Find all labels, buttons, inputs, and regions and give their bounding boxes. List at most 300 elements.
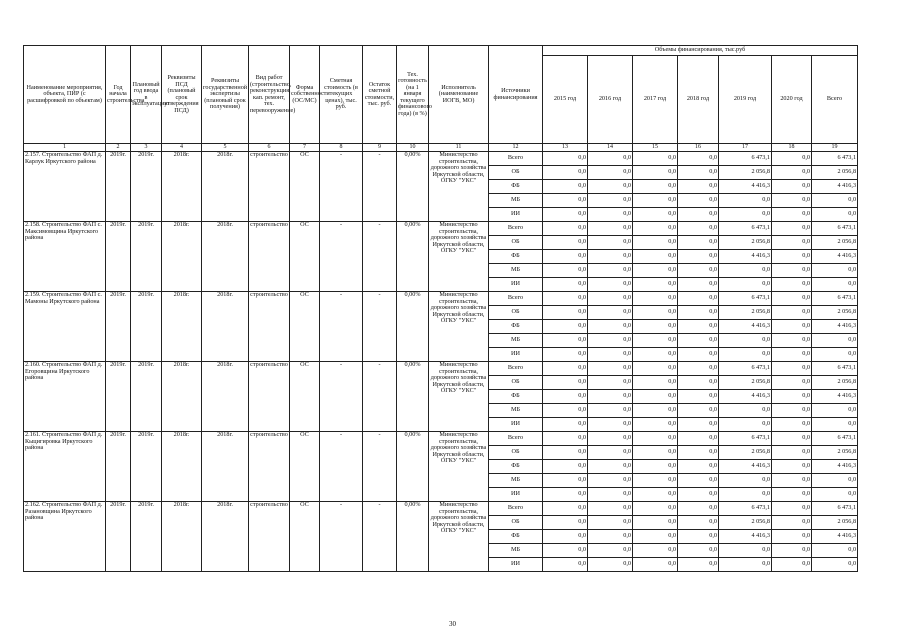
funding-source: МБ [489, 334, 543, 348]
psd-date: 2018г. [162, 292, 202, 362]
funding-value: 0,0 [588, 152, 633, 166]
funding-value: 0,0 [772, 446, 812, 460]
funding-value: 0,0 [633, 194, 678, 208]
funding-value: 0,0 [772, 278, 812, 292]
funding-value: 0,0 [772, 544, 812, 558]
funding-value: 0,0 [772, 208, 812, 222]
funding-value: 0,0 [772, 348, 812, 362]
funding-value: 0,0 [772, 390, 812, 404]
funding-source: ИИ [489, 278, 543, 292]
start-year: 2019г. [106, 432, 131, 502]
col-number: 16 [678, 144, 719, 152]
col-number: 15 [633, 144, 678, 152]
funding-value: 0,0 [678, 320, 719, 334]
funding-value: 0,0 [678, 530, 719, 544]
funding-value: 0,0 [633, 208, 678, 222]
funding-value: 6 473,1 [812, 362, 858, 376]
funding-value: 6 473,1 [719, 432, 772, 446]
funding-value: 4 416,3 [812, 250, 858, 264]
remaining-cost: - [363, 152, 397, 222]
funding-value: 0,0 [543, 208, 588, 222]
ownership: ОС [290, 152, 320, 222]
funding-value: 4 416,3 [719, 530, 772, 544]
table-row [24, 292, 858, 306]
planned-year: 2019г. [131, 222, 162, 292]
col-number: 9 [363, 144, 397, 152]
year-header: 2020 год [772, 56, 812, 144]
funding-value: 0,0 [772, 292, 812, 306]
funding-value: 0,0 [772, 488, 812, 502]
funding-value: 0,0 [812, 558, 858, 572]
executor: Министерство строительства, дорожного хозяйства Иркутской области, ОГКУ "УКС" [429, 432, 489, 502]
funding-value: 0,0 [812, 488, 858, 502]
funding-value: 0,0 [588, 530, 633, 544]
funding-value: 0,0 [678, 488, 719, 502]
funding-value: 4 416,3 [812, 320, 858, 334]
expertise-date: 2018г. [202, 502, 249, 572]
funding-value: 6 473,1 [812, 432, 858, 446]
planned-year: 2019г. [131, 362, 162, 432]
readiness: 0,00% [397, 152, 429, 222]
funding-value: 0,0 [678, 292, 719, 306]
funding-value: 4 416,3 [812, 390, 858, 404]
funding-value: 0,0 [772, 558, 812, 572]
col-number: 12 [489, 144, 543, 152]
funding-value: 0,0 [719, 558, 772, 572]
table-header [24, 46, 858, 152]
funding-value: 0,0 [633, 180, 678, 194]
funding-value: 0,0 [678, 236, 719, 250]
funding-value: 0,0 [543, 166, 588, 180]
funding-value: 0,0 [588, 180, 633, 194]
funding-value: 2 056,8 [719, 236, 772, 250]
funding-value: 4 416,3 [719, 250, 772, 264]
funding-source: ИИ [489, 348, 543, 362]
funding-value: 0,0 [678, 362, 719, 376]
funding-value: 0,0 [678, 334, 719, 348]
funding-value: 0,0 [633, 292, 678, 306]
funding-value: 0,0 [543, 558, 588, 572]
funding-value: 0,0 [588, 222, 633, 236]
funding-source: Всего [489, 292, 543, 306]
table-row [24, 502, 858, 516]
estimated-cost: - [320, 432, 363, 502]
funding-value: 0,0 [719, 418, 772, 432]
funding-source: Всего [489, 362, 543, 376]
remaining-cost: - [363, 222, 397, 292]
funding-value: 0,0 [633, 432, 678, 446]
psd-date: 2018г. [162, 502, 202, 572]
funding-value: 0,0 [678, 278, 719, 292]
year-header: 2018 год [678, 56, 719, 144]
col-number: 5 [202, 144, 249, 152]
funding-value: 0,0 [772, 152, 812, 166]
funding-source: ОБ [489, 376, 543, 390]
funding-value: 6 473,1 [719, 362, 772, 376]
funding-value: 0,0 [812, 264, 858, 278]
funding-value: 0,0 [588, 404, 633, 418]
funding-source: ФБ [489, 390, 543, 404]
col-start-year-header: Год начала строительства [106, 46, 131, 144]
executor: Министерство строительства, дорожного хозяйства Иркутской области, ОГКУ "УКС" [429, 152, 489, 222]
funding-source: ОБ [489, 446, 543, 460]
funding-value: 0,0 [543, 390, 588, 404]
funding-value: 0,0 [543, 320, 588, 334]
funding-value: 0,0 [543, 488, 588, 502]
col-sources-header: Источники финансирования [489, 46, 543, 144]
col-number: 11 [429, 144, 489, 152]
funding-value: 0,0 [772, 320, 812, 334]
funding-value: 0,0 [588, 264, 633, 278]
start-year: 2019г. [106, 222, 131, 292]
funding-value: 0,0 [772, 418, 812, 432]
funding-value: 0,0 [812, 278, 858, 292]
funding-value: 0,0 [588, 474, 633, 488]
funding-value: 0,0 [543, 516, 588, 530]
funding-source: ФБ [489, 530, 543, 544]
funding-value: 6 473,1 [719, 502, 772, 516]
funding-value: 0,0 [543, 502, 588, 516]
funding-value: 0,0 [812, 474, 858, 488]
funding-value: 0,0 [678, 558, 719, 572]
funding-group-header: Объемы финансирования, тыс.руб [543, 46, 858, 56]
funding-value: 0,0 [633, 250, 678, 264]
funding-value: 0,0 [543, 222, 588, 236]
funding-value: 0,0 [719, 544, 772, 558]
project-name: 2.158. Строительство ФАП с. Максимовщина Иркутского района [24, 222, 106, 292]
page-number: 30 [449, 620, 456, 628]
funding-value: 0,0 [772, 334, 812, 348]
total-header: Всего [812, 56, 858, 144]
funding-value: 0,0 [719, 334, 772, 348]
funding-value: 0,0 [633, 474, 678, 488]
funding-value: 0,0 [772, 236, 812, 250]
col-planned-year-header: Плановый год ввода в эксплуатацию [131, 46, 162, 144]
funding-value: 0,0 [678, 194, 719, 208]
funding-value: 0,0 [588, 334, 633, 348]
work-type: строительство [249, 152, 290, 222]
funding-value: 0,0 [633, 404, 678, 418]
funding-value: 0,0 [633, 264, 678, 278]
funding-value: 0,0 [543, 306, 588, 320]
funding-value: 2 056,8 [812, 236, 858, 250]
col-number: 6 [249, 144, 290, 152]
funding-value: 0,0 [719, 194, 772, 208]
estimated-cost: - [320, 292, 363, 362]
start-year: 2019г. [106, 152, 131, 222]
remaining-cost: - [363, 292, 397, 362]
funding-value: 0,0 [678, 390, 719, 404]
funding-value: 0,0 [772, 530, 812, 544]
funding-value: 4 416,3 [812, 180, 858, 194]
col-psd-header: Реквизиты ПСД (плановый срок утверждения ПСД) [162, 46, 202, 144]
funding-value: 0,0 [678, 460, 719, 474]
funding-value: 0,0 [543, 264, 588, 278]
col-ownership-header: Форма собственности (ОС/МС) [290, 46, 320, 144]
planned-year: 2019г. [131, 502, 162, 572]
funding-value: 0,0 [543, 362, 588, 376]
funding-value: 0,0 [719, 404, 772, 418]
funding-value: 0,0 [633, 376, 678, 390]
funding-value: 0,0 [772, 516, 812, 530]
funding-value: 0,0 [543, 292, 588, 306]
funding-value: 0,0 [543, 474, 588, 488]
funding-value: 0,0 [678, 474, 719, 488]
funding-value: 0,0 [543, 404, 588, 418]
table-row [24, 432, 858, 446]
funding-source: ОБ [489, 236, 543, 250]
funding-value: 0,0 [772, 362, 812, 376]
col-number: 13 [543, 144, 588, 152]
funding-value: 2 056,8 [812, 306, 858, 320]
funding-value: 0,0 [772, 166, 812, 180]
funding-value: 0,0 [678, 418, 719, 432]
funding-value: 0,0 [719, 488, 772, 502]
funding-value: 0,0 [543, 460, 588, 474]
funding-value: 0,0 [772, 180, 812, 194]
psd-date: 2018г. [162, 222, 202, 292]
funding-value: 0,0 [543, 334, 588, 348]
readiness: 0,00% [397, 292, 429, 362]
funding-value: 0,0 [588, 250, 633, 264]
funding-source: ФБ [489, 180, 543, 194]
funding-value: 0,0 [678, 264, 719, 278]
funding-value: 0,0 [588, 194, 633, 208]
expertise-date: 2018г. [202, 292, 249, 362]
funding-value: 0,0 [543, 194, 588, 208]
funding-value: 0,0 [812, 348, 858, 362]
funding-source: ИИ [489, 488, 543, 502]
funding-value: 0,0 [633, 166, 678, 180]
funding-value: 0,0 [719, 474, 772, 488]
col-name-header: Наименование мероприятия, объекта, ПИР (с расшифровкой по объектам) [24, 46, 106, 144]
psd-date: 2018г. [162, 152, 202, 222]
funding-value: 0,0 [633, 516, 678, 530]
col-number: 10 [397, 144, 429, 152]
funding-value: 0,0 [678, 250, 719, 264]
ownership: ОС [290, 222, 320, 292]
work-type: строительство [249, 502, 290, 572]
funding-value: 0,0 [772, 250, 812, 264]
funding-value: 0,0 [588, 488, 633, 502]
funding-value: 0,0 [588, 320, 633, 334]
funding-value: 0,0 [543, 152, 588, 166]
funding-source: ФБ [489, 320, 543, 334]
funding-value: 0,0 [678, 502, 719, 516]
funding-value: 0,0 [633, 544, 678, 558]
funding-value: 0,0 [678, 222, 719, 236]
funding-value: 0,0 [543, 348, 588, 362]
funding-value: 0,0 [719, 348, 772, 362]
funding-value: 0,0 [772, 404, 812, 418]
funding-value: 0,0 [772, 502, 812, 516]
funding-value: 0,0 [633, 362, 678, 376]
planned-year: 2019г. [131, 432, 162, 502]
funding-source: МБ [489, 544, 543, 558]
funding-value: 0,0 [772, 194, 812, 208]
funding-source: ИИ [489, 418, 543, 432]
funding-value: 0,0 [812, 418, 858, 432]
year-header: 2016 год [588, 56, 633, 144]
funding-value: 0,0 [588, 460, 633, 474]
col-work-type-header: Вид работ (строительство, реконструкция, кап. ремонт, тех. перевооружение) [249, 46, 290, 144]
funding-value: 2 056,8 [812, 166, 858, 180]
funding-source: ИИ [489, 558, 543, 572]
year-header: 2019 год [719, 56, 772, 144]
funding-value: 6 473,1 [719, 152, 772, 166]
funding-value: 0,0 [633, 488, 678, 502]
funding-value: 0,0 [678, 432, 719, 446]
funding-value: 0,0 [588, 292, 633, 306]
expertise-date: 2018г. [202, 432, 249, 502]
col-number: 14 [588, 144, 633, 152]
work-type: строительство [249, 292, 290, 362]
table-row [24, 362, 858, 376]
funding-value: 0,0 [678, 376, 719, 390]
funding-value: 2 056,8 [812, 446, 858, 460]
year-header: 2017 год [633, 56, 678, 144]
col-expertise-header: Реквизиты государственной экспертизы (плановый срок получения) [202, 46, 249, 144]
funding-value: 0,0 [633, 236, 678, 250]
col-remaining-header: Остаток сметной стоимости, тыс. руб. [363, 46, 397, 144]
funding-value: 0,0 [543, 278, 588, 292]
funding-value: 0,0 [543, 376, 588, 390]
funding-value: 4 416,3 [719, 460, 772, 474]
expertise-date: 2018г. [202, 362, 249, 432]
funding-value: 0,0 [543, 432, 588, 446]
funding-value: 0,0 [588, 376, 633, 390]
funding-value: 6 473,1 [719, 222, 772, 236]
funding-value: 0,0 [678, 404, 719, 418]
funding-value: 0,0 [812, 208, 858, 222]
funding-value: 4 416,3 [719, 180, 772, 194]
work-type: строительство [249, 432, 290, 502]
expertise-date: 2018г. [202, 222, 249, 292]
funding-value: 0,0 [719, 208, 772, 222]
work-type: строительство [249, 222, 290, 292]
col-number: 2 [106, 144, 131, 152]
funding-value: 0,0 [678, 208, 719, 222]
funding-value: 0,0 [812, 544, 858, 558]
funding-value: 4 416,3 [719, 390, 772, 404]
readiness: 0,00% [397, 362, 429, 432]
funding-value: 6 473,1 [812, 152, 858, 166]
funding-value: 0,0 [772, 306, 812, 320]
funding-value: 0,0 [678, 544, 719, 558]
col-executor-header: Исполнитель (наименование ИОГВ, МО) [429, 46, 489, 144]
funding-source: Всего [489, 152, 543, 166]
funding-value: 0,0 [678, 166, 719, 180]
remaining-cost: - [363, 362, 397, 432]
funding-value: 0,0 [633, 278, 678, 292]
funding-value: 0,0 [543, 250, 588, 264]
funding-value: 0,0 [633, 222, 678, 236]
funding-value: 0,0 [772, 432, 812, 446]
estimated-cost: - [320, 152, 363, 222]
readiness: 0,00% [397, 502, 429, 572]
funding-value: 0,0 [633, 446, 678, 460]
funding-source: ОБ [489, 306, 543, 320]
funding-value: 2 056,8 [719, 166, 772, 180]
col-number: 4 [162, 144, 202, 152]
funding-source: МБ [489, 264, 543, 278]
funding-value: 0,0 [678, 306, 719, 320]
estimated-cost: - [320, 222, 363, 292]
remaining-cost: - [363, 432, 397, 502]
col-cost-header: Сметная стоимость (в текущих ценах), тыс. руб. [320, 46, 363, 144]
col-number: 19 [812, 144, 858, 152]
funding-source: Всего [489, 432, 543, 446]
funding-source: МБ [489, 404, 543, 418]
col-number: 7 [290, 144, 320, 152]
funding-source: ФБ [489, 250, 543, 264]
funding-value: 0,0 [719, 278, 772, 292]
funding-value: 2 056,8 [719, 306, 772, 320]
funding-value: 0,0 [812, 194, 858, 208]
funding-value: 0,0 [772, 264, 812, 278]
col-readiness-header: Тех. готовность (на 1 января текущего финансового года) (в %) [397, 46, 429, 144]
funding-value: 0,0 [588, 432, 633, 446]
funding-value: 0,0 [588, 516, 633, 530]
table-row [24, 152, 858, 166]
funding-value: 4 416,3 [812, 460, 858, 474]
funding-value: 0,0 [633, 390, 678, 404]
funding-value: 0,0 [772, 222, 812, 236]
readiness: 0,00% [397, 222, 429, 292]
funding-value: 0,0 [772, 460, 812, 474]
table-body [24, 152, 858, 572]
work-type: строительство [249, 362, 290, 432]
col-number: 8 [320, 144, 363, 152]
funding-value: 0,0 [633, 530, 678, 544]
table-row [24, 222, 858, 236]
remaining-cost: - [363, 502, 397, 572]
funding-value: 0,0 [543, 530, 588, 544]
project-name: 2.159. Строительство ФАП с. Мамоны Иркутского района [24, 292, 106, 362]
funding-value: 0,0 [633, 348, 678, 362]
funding-value: 0,0 [588, 306, 633, 320]
psd-date: 2018г. [162, 362, 202, 432]
funding-source: ФБ [489, 460, 543, 474]
executor: Министерство строительства, дорожного хозяйства Иркутской области, ОГКУ "УКС" [429, 502, 489, 572]
project-name: 2.161. Строительство ФАП д. Кыцигировка Иркутского района [24, 432, 106, 502]
funding-value: 0,0 [588, 544, 633, 558]
funding-value: 0,0 [678, 180, 719, 194]
funding-value: 0,0 [633, 152, 678, 166]
funding-value: 6 473,1 [812, 292, 858, 306]
financing-table [23, 45, 858, 572]
funding-value: 0,0 [588, 502, 633, 516]
funding-source: ОБ [489, 166, 543, 180]
funding-value: 0,0 [588, 236, 633, 250]
funding-value: 2 056,8 [812, 516, 858, 530]
funding-value: 0,0 [812, 334, 858, 348]
col-number: 17 [719, 144, 772, 152]
funding-value: 0,0 [633, 418, 678, 432]
project-name: 2.162. Строительство ФАП д. Разановщина Иркутского района [24, 502, 106, 572]
ownership: ОС [290, 432, 320, 502]
funding-value: 0,0 [633, 334, 678, 348]
executor: Министерство строительства, дорожного хозяйства Иркутской области, ОГКУ "УКС" [429, 222, 489, 292]
funding-value: 0,0 [772, 474, 812, 488]
funding-value: 6 473,1 [812, 222, 858, 236]
funding-value: 0,0 [543, 418, 588, 432]
funding-value: 0,0 [588, 278, 633, 292]
planned-year: 2019г. [131, 152, 162, 222]
funding-value: 0,0 [772, 376, 812, 390]
funding-value: 6 473,1 [812, 502, 858, 516]
ownership: ОС [290, 502, 320, 572]
